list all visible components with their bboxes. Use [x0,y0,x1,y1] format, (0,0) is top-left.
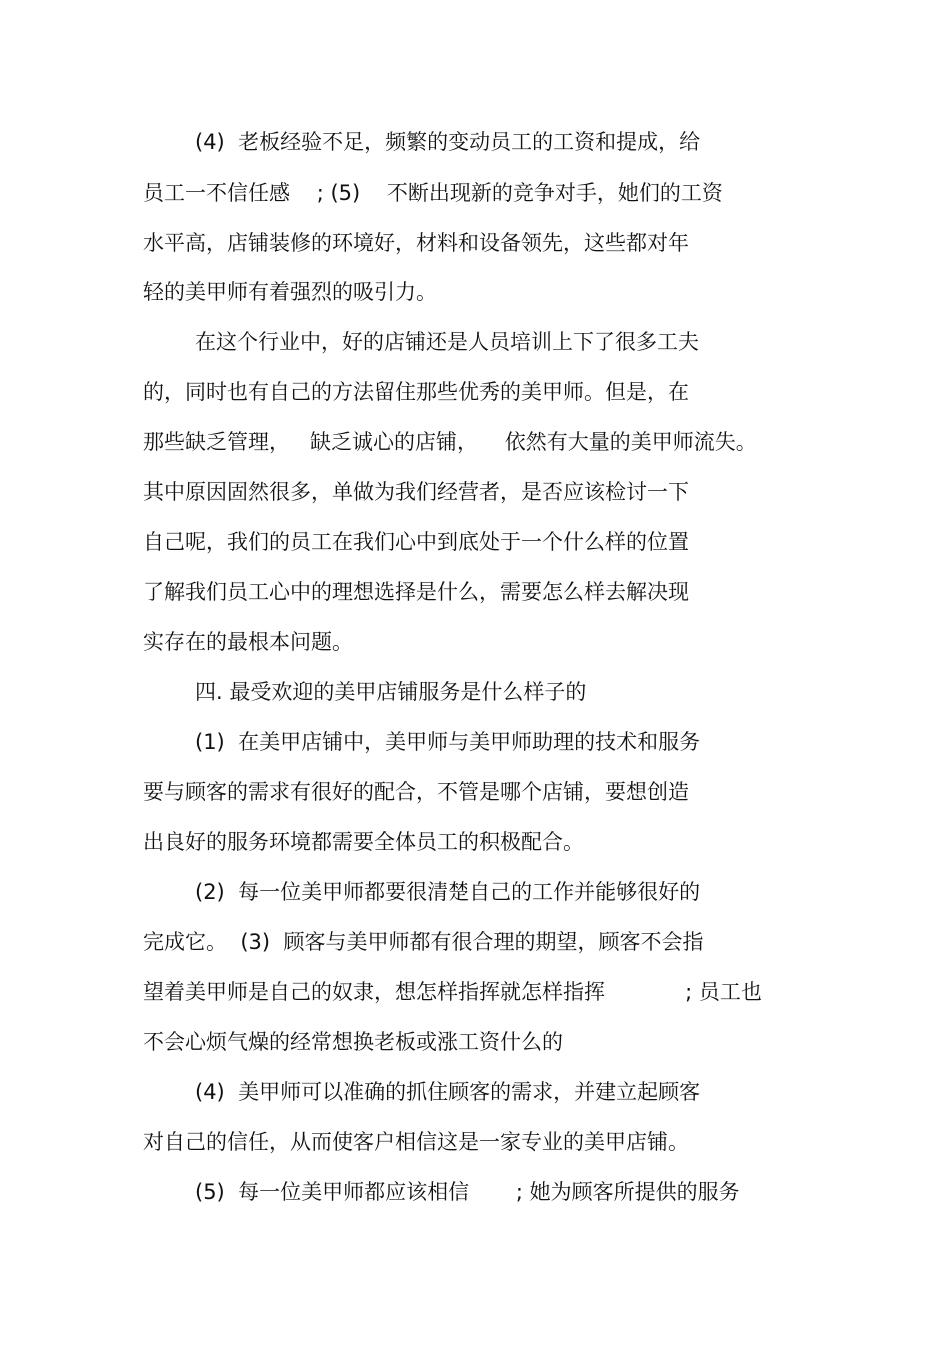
text-line: 轻的美甲师有着强烈的吸引力。 [143,280,437,304]
text-line: 其中原因固然很多，单做为我们经营者，是否应该检讨一下 [143,480,689,504]
text-line: (1) 在美甲店铺中，美甲师与美甲师助理的技术和服务 [195,730,701,754]
text-line: (2) 每一位美甲师都要很清楚自己的工作并能够很好的 [195,880,701,904]
text-line: 员工一不信任感 ; (5) 不断出现新的竞争对手，她们的工资 [143,181,723,205]
text-line: 不会心烦气燥的经常想换老板或涨工资什么的 [143,1030,563,1054]
section-heading: 四. 最受欢迎的美甲店铺服务是什么样子的 [195,680,587,704]
text-line: (4) 老板经验不足，频繁的变动员工的工资和提成，给 [195,130,701,154]
text-line: 那些缺乏管理， 缺乏诚心的店铺， 依然有大量的美甲师流失。 [143,430,757,454]
text-line: 要与顾客的需求有很好的配合，不管是哪个店铺，要想创造 [143,780,689,804]
text-line: (5) 每一位美甲师都应该相信 ; 她为顾客所提供的服务 [195,1180,740,1204]
text-line: 水平高，店铺装修的环境好，材料和设备领先，这些都对年 [143,231,689,255]
text-line: 的，同时也有自己的方法留住那些优秀的美甲师。但是，在 [143,380,689,404]
text-line: 实存在的最根本问题。 [143,630,353,654]
text-line: 在这个行业中，好的店铺还是人员培训上下了很多工夫 [195,330,699,354]
text-line: (4) 美甲师可以准确的抓住顾客的需求，并建立起顾客 [195,1080,701,1104]
text-line: 望着美甲师是自己的奴隶，想怎样指挥就怎样指挥 ; 员工也 [143,980,762,1004]
text-line: 自己呢，我们的员工在我们心中到底处于一个什么样的位置 [143,530,689,554]
text-line: 完成它。 (3) 顾客与美甲师都有很合理的期望，顾客不会指 [143,930,704,954]
text-line: 了解我们员工心中的理想选择是什么，需要怎么样去解决现 [143,580,689,604]
text-line: 出良好的服务环境都需要全体员工的积极配合。 [143,830,584,854]
text-line: 对自己的信任，从而使客户相信这是一家专业的美甲店铺。 [143,1130,689,1154]
